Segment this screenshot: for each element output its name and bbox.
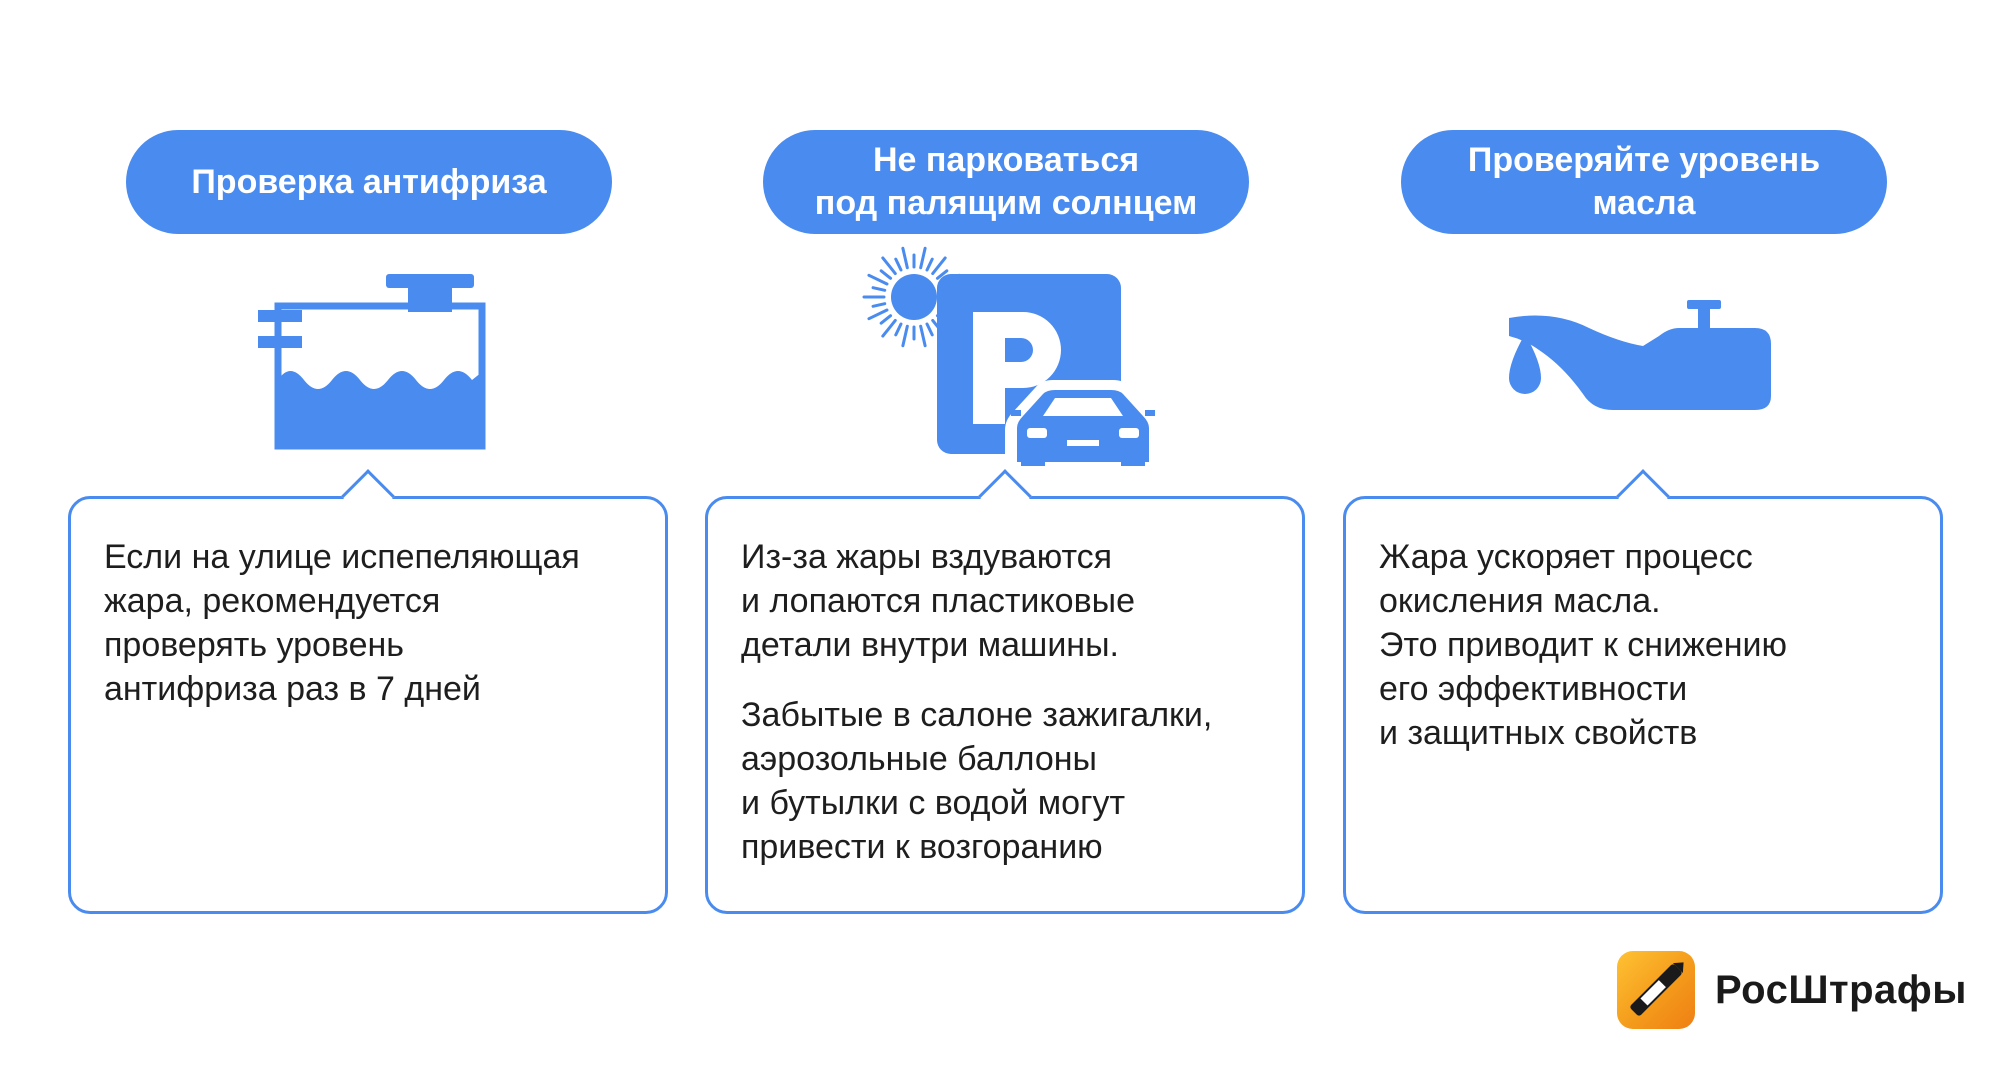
sun-ray <box>873 288 885 291</box>
brand-name: РосШтрафы <box>1715 967 1967 1012</box>
antifreeze-tank-icon <box>68 240 668 470</box>
sun-ray <box>883 320 895 336</box>
sun-ray <box>896 259 901 270</box>
tip-title-pill <box>126 130 612 234</box>
sun-ray <box>883 258 895 274</box>
tip-card <box>705 496 1305 914</box>
tip-oil <box>1343 0 1943 930</box>
tip-paragraph: Если на улице испепеляющая жара, рекомендуется проверять уровень антифриза раз в 7 дней <box>104 538 580 708</box>
tip-paragraph: Забытые в салоне зажигалки, аэрозольные баллоны и бутылки с водой могут привести к возгоранию <box>741 696 1213 866</box>
tip-paragraph: Жара ускоряет процесс окисления масла. Это приводит к снижению его эффективности и защитных свойств <box>1379 538 1787 752</box>
sun-ray <box>921 326 925 345</box>
sun-ray <box>873 304 885 307</box>
tip-card <box>1343 496 1943 914</box>
sun-ray <box>896 324 901 335</box>
sun-ray <box>881 271 890 278</box>
sun-ray <box>903 248 907 267</box>
tip-title: Не парковаться под палящим солнцем <box>814 141 1198 222</box>
sun-ray <box>927 259 932 270</box>
card-pointer <box>1616 469 1670 523</box>
tip-title-pill <box>763 130 1249 234</box>
card-pointer <box>341 469 395 523</box>
tip-title: Проверка антифриза <box>191 162 547 201</box>
tip-card <box>68 496 668 914</box>
sun-ray <box>881 316 890 323</box>
tip-paragraph: Из-за жары вздуваются и лопаются пластиковые детали внутри машины. <box>741 538 1135 664</box>
sun-ray <box>933 258 945 274</box>
sun-ray <box>903 326 907 345</box>
sun-parking-car-icon <box>705 240 1305 470</box>
tip-title: Проверяйте уровень масла <box>1467 141 1821 222</box>
sun-ray <box>869 310 887 319</box>
sun-ray <box>921 248 925 267</box>
card-pointer <box>978 469 1032 523</box>
sun-ray <box>927 324 932 335</box>
sun-ray <box>869 275 887 284</box>
pen-logo-icon <box>1617 951 1695 1029</box>
oil-can-icon <box>1343 240 1943 470</box>
tip-title-pill <box>1401 130 1887 234</box>
tip-antifreeze <box>68 0 668 930</box>
brand <box>1617 950 1967 1030</box>
tip-parking <box>705 0 1305 930</box>
